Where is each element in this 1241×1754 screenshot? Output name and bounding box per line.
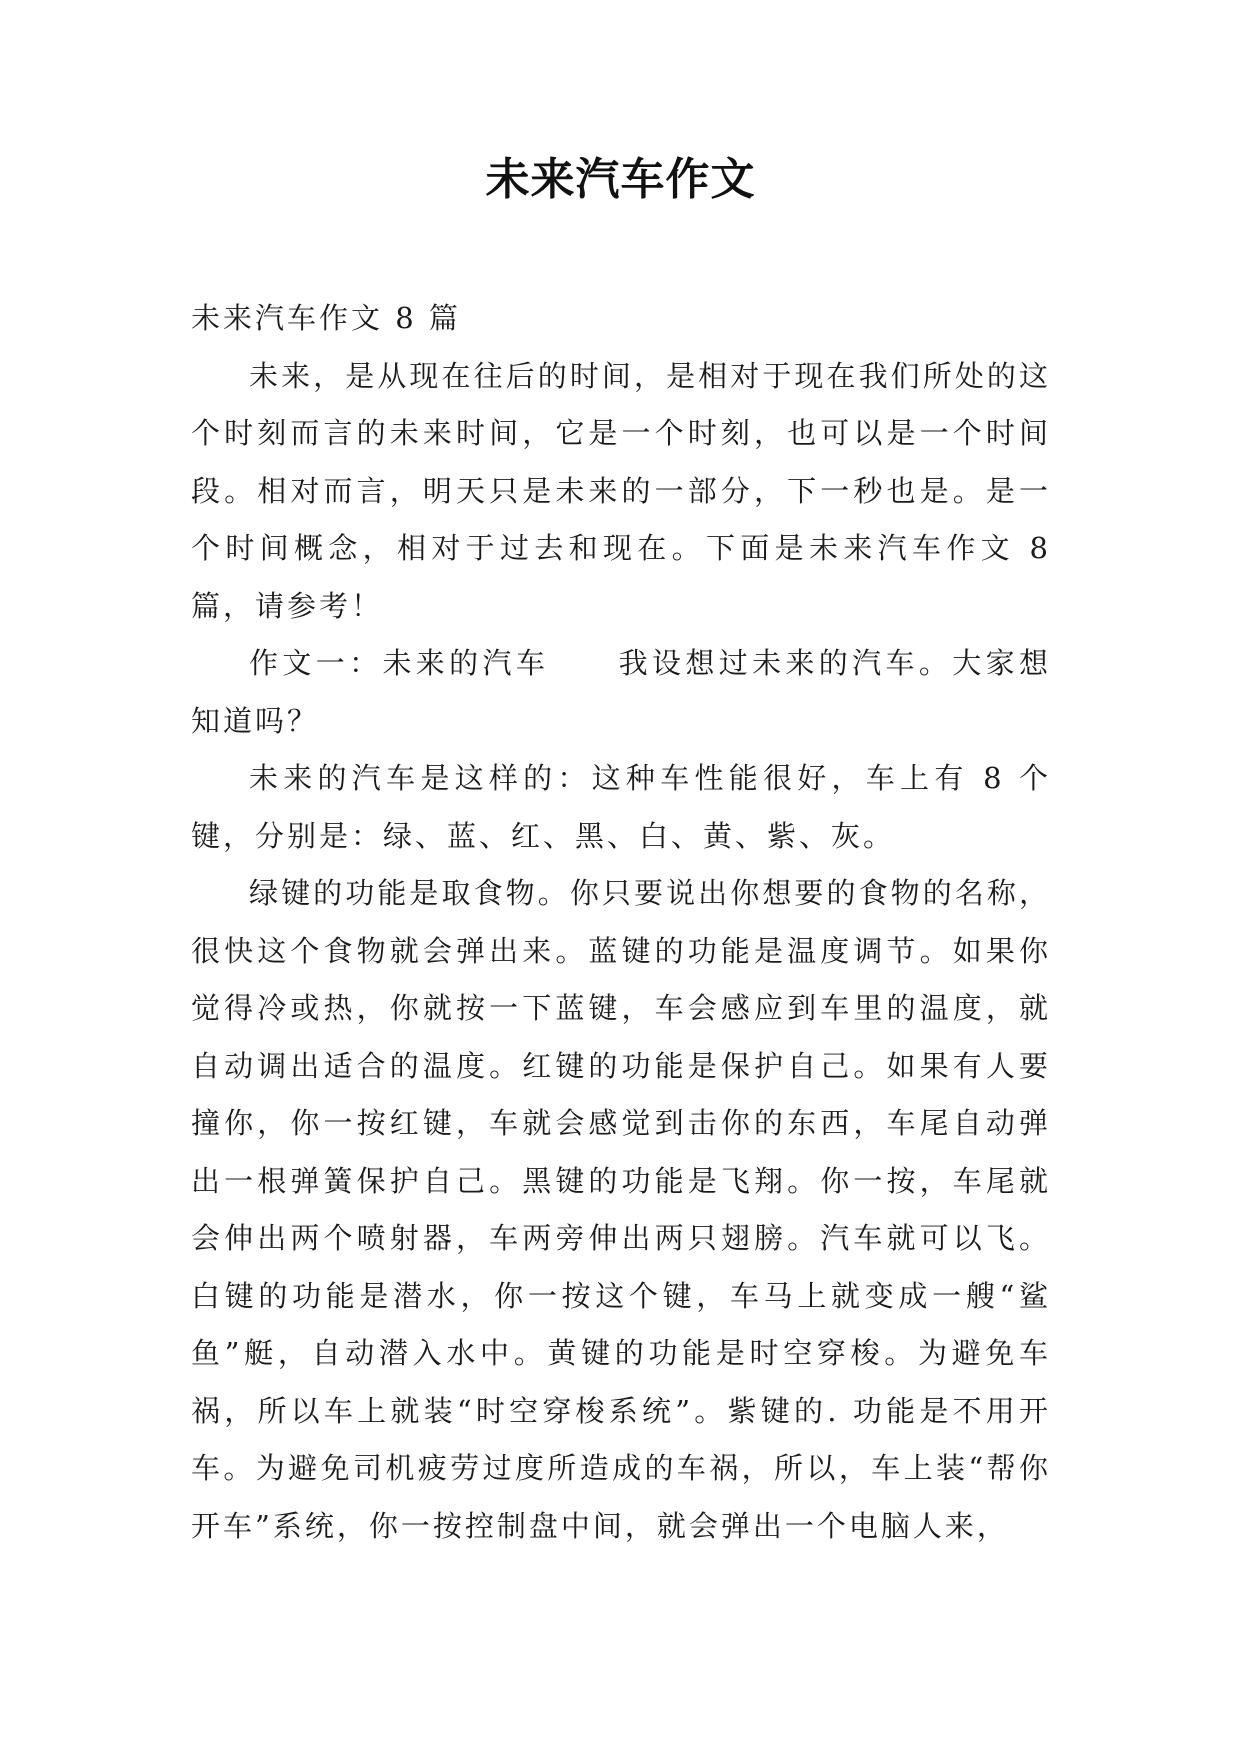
intro-paragraph: 未来，是从现在往后的时间，是相对于现在我们所处的这个时刻而言的未来时间，它是一个时刻，也可以是一个时间段。相对而言，明天只是未来的一部分，下一秒也是。是一个时间概念，相对于过去和现在。下面是未来汽车作文 8 篇，请参考！ — [191, 358, 1051, 623]
document-subtitle: 未来汽车作文 8 篇 — [191, 301, 461, 335]
car-description-paragraph: 未来的汽车是这样的：这种车性能很好，车上有 8 个键，分别是：绿、蓝、红、黑、白、黄、紫、灰。 — [191, 761, 1051, 853]
essay-one-intro — [191, 635, 1051, 750]
document-body — [191, 290, 1051, 1555]
essay-one-heading: 作文一：未来的汽车 — [249, 646, 550, 680]
document-title: 未来汽车作文 — [485, 154, 756, 205]
key-functions-paragraph: 绿键的功能是取食物。你只要说出你想要的食物的名称，很快这个食物就会弹出来。蓝键的功能是温度调节。如果你觉得冷或热，你就按一下蓝键，车会感应到车里的温度，就自动调出适合的温度。红键的功能是保护自己。如果有人要撞你，你一按红键，车就会感觉到击你的东西，车尾自动弹出一根弹簧保护自己。黑键的功能是飞翔。你一按，车尾就会伸出两个喷射器，车两旁伸出两只翅膀。汽车就可以飞。白键的功能是潜水，你一按这个键，车马上就变成一艘“鲨鱼”艇，自动潜入水中。黄键的功能是时空穿梭。为避免车祸，所以车上就装“时空穿梭系统”。紫键的. 功能是不用开车。为避免司机疲劳过度所造成的车祸，所以，车上装“帮你开车”系统，你一按控制盘中间，就会弹出一个电脑人来， — [191, 876, 1051, 1543]
essay-one-opening: 我设想过未来的汽车。大家想知道吗？ — [191, 646, 1051, 738]
